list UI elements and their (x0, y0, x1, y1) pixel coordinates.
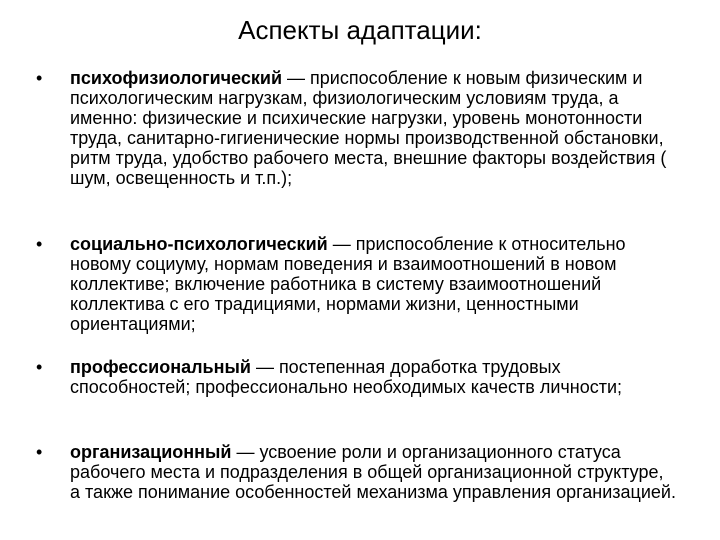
item-text (70, 442, 676, 502)
item-term: психофизиологический (70, 68, 283, 88)
item-text (70, 68, 676, 188)
item-term: организационный (70, 442, 232, 462)
list-item-socio-psychological (36, 234, 676, 334)
item-text (70, 234, 676, 334)
bullet-icon: • (36, 357, 43, 377)
list-item-psychophysiological (36, 68, 676, 188)
item-term: социально-психологический (70, 234, 328, 254)
item-description: — постепенная доработка трудовых способностей; профессионально необходимых качеств личности; (70, 357, 623, 397)
item-description: — приспособление к новым физическим и психологическим нагрузкам, физиологическим условиям труда, а именно: физические и психические нагрузки, уровень монотонности труда, санитарно-гигиенические нормы производственной обстановки, ритм труда, удобство рабочего места, внешние факторы воздействия ( шум, освещенность и т.п.); (70, 68, 667, 188)
list-item-organizational (36, 442, 676, 502)
item-description: — приспособление к относительно новому социуму, нормам поведения и взаимоотношений в новом коллективе; включение работника в систему взаимоотношений коллектива с его традициями, нормами жизни, ценностными ориентациями; (70, 234, 626, 334)
bullet-icon: • (36, 68, 43, 88)
slide-title: Аспекты адаптации: (238, 15, 482, 45)
item-description: — усвоение роли и организационного статуса рабочего места и подразделения в общей организационной структуре, а также понимание особенностей механизма управления организацией. (70, 442, 676, 502)
bullet-icon: • (36, 442, 43, 462)
item-text (70, 357, 676, 397)
item-term: профессиональный (70, 357, 251, 377)
list-item-professional (36, 357, 676, 397)
bullet-icon: • (36, 234, 43, 254)
